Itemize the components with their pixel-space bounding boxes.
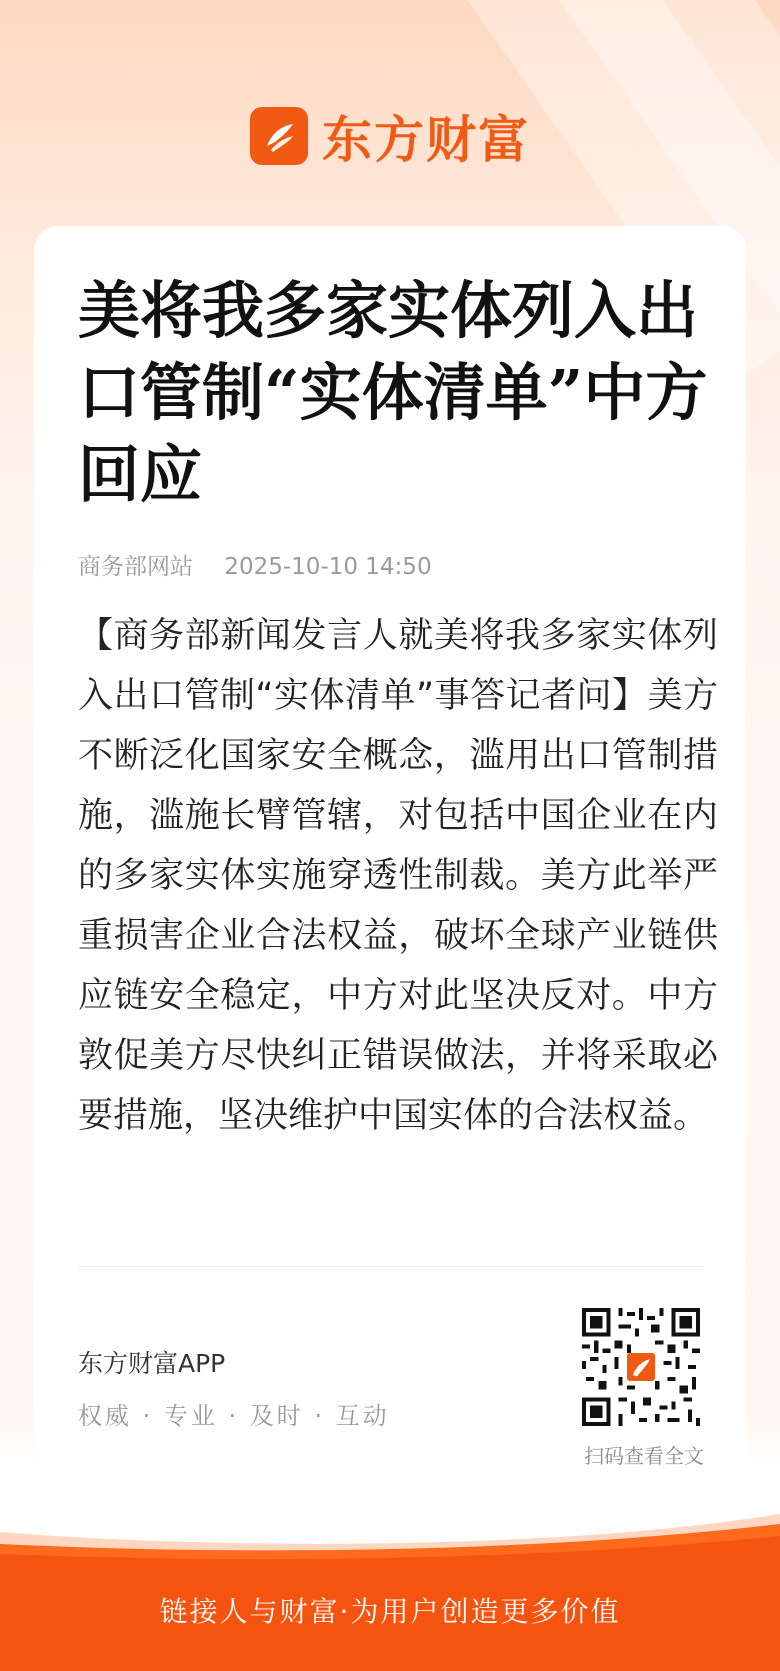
article-meta (78, 548, 432, 581)
footer-tagline: 链接人与财富·为用户创造更多价值 (159, 1595, 621, 1628)
article-body: 【商务部新闻发言人就美将我多家实体列入出口管制“实体清单”事答记者问】美方不断泛化国家安全概念，滥用出口管制措施，滥施长臂管辖，对包括中国企业在内的多家实体实施穿透性制裁。美方此举严重损害企业合法权益，破坏全球产业链供应链安全稳定，中方对此坚决反对。中方敦促美方尽快纠正错误做法，并将采取必要措施，坚决维护中国实体的合法权益。 (78, 616, 718, 1136)
qr-code-icon[interactable] (582, 1308, 700, 1426)
article-source: 商务部网站 (78, 554, 193, 580)
article-title: 美将我多家实体列入出口管制“实体清单”中方回应 (78, 274, 708, 511)
brand-header (0, 100, 780, 172)
divider (78, 1266, 704, 1267)
brand-name: 东方财富 (322, 111, 530, 169)
app-slogan: 权威 · 专业 · 及时 · 互动 (78, 1402, 390, 1430)
eastmoney-logo-icon (250, 107, 308, 165)
article-card (34, 226, 746, 1484)
qr-caption: 扫码查看全文 (584, 1444, 704, 1468)
app-name: 东方财富APP (78, 1349, 226, 1378)
article-time: 2025-10-10 14:50 (224, 554, 432, 580)
footer-banner (0, 1510, 780, 1671)
